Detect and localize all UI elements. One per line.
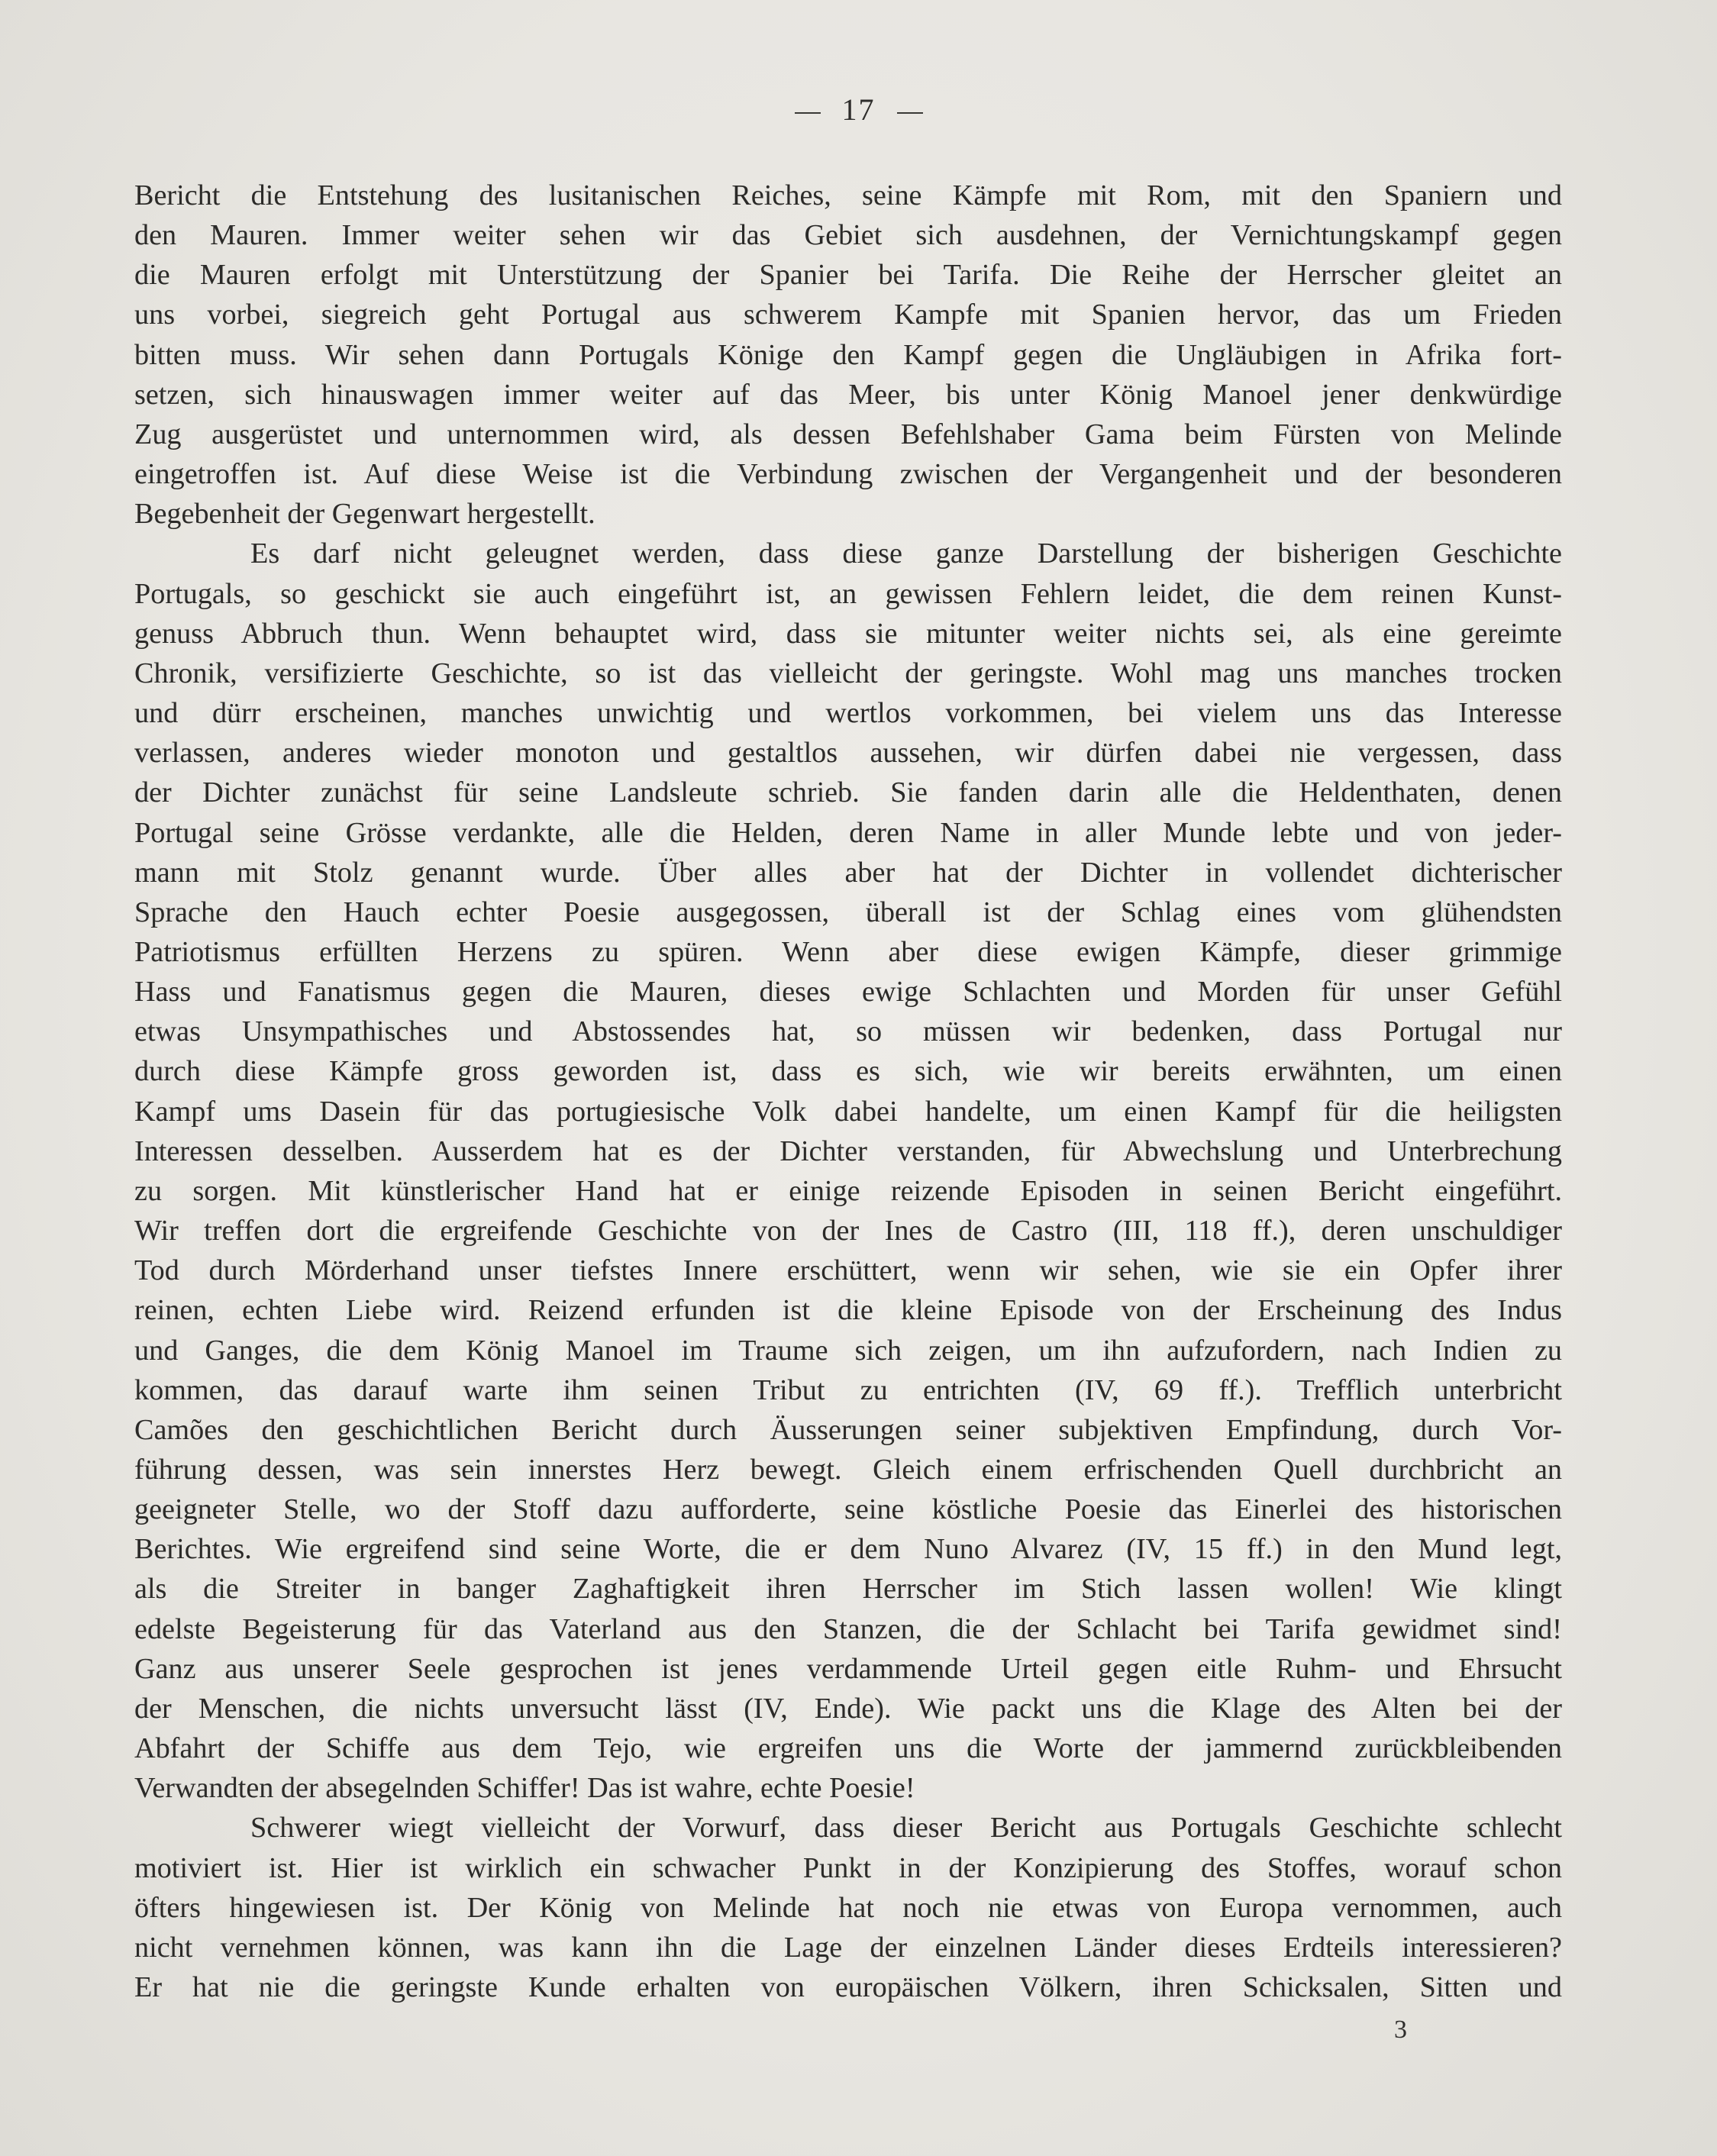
text-line: öfters hingewiesen ist. Der König von Melinde hat noch nie etwas von Europa vernommen, auch xyxy=(134,1891,1562,1924)
text-line: geeigneter Stelle, wo der Stoff dazu aufforderte, seine köstliche Poesie das Einerlei des historischen xyxy=(134,1493,1562,1526)
signature-mark: 3 xyxy=(1394,2016,1407,2044)
text-line: durch diese Kämpfe gross geworden ist, dass es sich, wie wir bereits erwähnten, um einen xyxy=(134,1055,1562,1088)
text-line: führung dessen, was sein innerstes Herz bewegt. Gleich einem erfrischenden Quell durchbricht an xyxy=(134,1454,1562,1486)
text-line: etwas Unsympathisches und Abstossendes hat, so müssen wir bedenken, dass Portugal nur xyxy=(134,1015,1562,1048)
text-line: Patriotismus erfüllten Herzens zu spüren. Wenn aber diese ewigen Kämpfe, dieser grimmige xyxy=(134,935,1562,968)
text-line: Hass und Fanatismus gegen die Mauren, dieses ewige Schlachten und Morden für unser Gefühl xyxy=(134,976,1562,1009)
text-line: Abfahrt der Schiffe aus dem Tejo, wie ergreifen uns die Worte der jammernd zurückbleibenden xyxy=(134,1732,1562,1765)
text-line: Ganz aus unserer Seele gesprochen ist jenes verdammende Urteil gegen eitle Ruhm- und Ehrsucht xyxy=(134,1652,1562,1685)
text-line: genuss Abbruch thun. Wenn behauptet wird, dass sie mitunter weiter nichts sei, als eine gereimte xyxy=(134,617,1562,650)
text-line: der Menschen, die nichts unversucht lässt (IV, Ende). Wie packt uns die Klage des Alten bei der xyxy=(134,1692,1562,1725)
paragraph-2 xyxy=(134,534,1562,1808)
text-line: bitten muss. Wir sehen dann Portugals Könige den Kampf gegen die Ungläubigen in Afrika fort- xyxy=(134,338,1562,371)
text-line: Bericht die Entstehung des lusitanischen Reiches, seine Kämpfe mit Rom, mit den Spaniern und xyxy=(134,179,1562,211)
body-text xyxy=(134,176,1562,2007)
text-line: Zug ausgerüstet und unternommen wird, als dessen Befehlshaber Gama beim Fürsten von Melinde xyxy=(134,418,1562,450)
text-line: eingetroffen ist. Auf diese Weise ist die Verbindung zwischen der Vergangenheit und der besonderen xyxy=(134,458,1562,491)
text-line: kommen, das darauf warte ihm seinen Tribut zu entrichten (IV, 69 ff.). Trefflich unterbricht xyxy=(134,1373,1562,1406)
text-line: reinen, echten Liebe wird. Reizend erfunden ist die kleine Episode von der Erscheinung des Indus xyxy=(134,1294,1562,1327)
text-line: Tod durch Mörderhand unser tiefstes Innere erschüttert, wenn wir sehen, wie sie ein Opfer ihrer xyxy=(134,1254,1562,1287)
text-line: uns vorbei, siegreich geht Portugal aus schwerem Kampfe mit Spanien hervor, das um Frieden xyxy=(134,299,1562,331)
text-line: als die Streiter in banger Zaghaftigkeit ihren Herrscher im Stich lassen wollen! Wie klingt xyxy=(134,1573,1562,1606)
text-line: Kampf ums Dasein für das portugiesische Volk dabei handelte, um einen Kampf für die heiligsten xyxy=(134,1095,1562,1128)
text-line: Camões den geschichtlichen Bericht durch Äusserungen seiner subjektiven Empfindung, durch Vor- xyxy=(134,1413,1562,1446)
text-line: Verwandten der absegelnden Schiffer! Das ist wahre, echte Poesie! xyxy=(134,1772,915,1805)
text-line: Wir treffen dort die ergreifende Geschichte von der Ines de Castro (III, 118 ff.), deren unschuldiger xyxy=(134,1215,1562,1247)
text-line: zu sorgen. Mit künstlerischer Hand hat er einige reizende Episoden in seinen Bericht eingeführt. xyxy=(134,1174,1562,1207)
text-line: nicht vernehmen können, was kann ihn die Lage der einzelnen Länder dieses Erdteils interessieren? xyxy=(134,1931,1562,1964)
text-line: Sprache den Hauch echter Poesie ausgegossen, überall ist der Schlag eines vom glühendsten xyxy=(134,896,1562,928)
text-line: die Mauren erfolgt mit Unterstützung der Spanier bei Tarifa. Die Reihe der Herrscher gleitet an xyxy=(134,259,1562,292)
text-line: setzen, sich hinauswagen immer weiter auf das Meer, bis unter König Manoel jener denkwürdige xyxy=(134,378,1562,411)
text-line: Er hat nie die geringste Kunde erhalten von europäischen Völkern, ihren Schicksalen, Sitten und xyxy=(134,1971,1562,2004)
text-line: verlassen, anderes wieder monoton und gestaltlos aussehen, wir dürfen dabei nie vergessen, dass xyxy=(134,737,1562,770)
text-line: Berichtes. Wie ergreifend sind seine Worte, die er dem Nuno Alvarez (IV, 15 ff.) in den Mund legt, xyxy=(134,1533,1562,1566)
text-line: edelste Begeisterung für das Vaterland aus den Stanzen, die der Schlacht bei Tarifa gewidmet sind! xyxy=(134,1612,1562,1645)
text-line: Schwerer wiegt vielleicht der Vorwurf, dass dieser Bericht aus Portugals Geschichte schlecht xyxy=(250,1812,1562,1845)
text-line: Interessen desselben. Ausserdem hat es der Dichter verstanden, für Abwechslung und Unterbrechung xyxy=(134,1134,1562,1167)
text-line: Chronik, versifizierte Geschichte, so ist das vielleicht der geringste. Wohl mag uns manches trocken xyxy=(134,657,1562,689)
text-line: und dürr erscheinen, manches unwichtig und wertlos vorkommen, bei vielem uns das Interesse xyxy=(134,697,1562,730)
text-line: Es darf nicht geleugnet werden, dass diese ganze Darstellung der bisherigen Geschichte xyxy=(250,537,1562,570)
text-line: Portugals, so geschickt sie auch eingeführt ist, an gewissen Fehlern leidet, die dem reinen Kunst- xyxy=(134,577,1562,610)
paragraph-1 xyxy=(134,176,1562,534)
paragraph-3 xyxy=(134,1808,1562,2007)
page-header xyxy=(0,92,1717,127)
text-line: und Ganges, die dem König Manoel im Traume sich zeigen, um ihn aufzufordern, nach Indien zu xyxy=(134,1334,1562,1367)
text-line: mann mit Stolz genannt wurde. Über alles aber hat der Dichter in vollendet dichterischer xyxy=(134,856,1562,889)
text-line: motiviert ist. Hier ist wirklich ein schwacher Punkt in der Konzipierung des Stoffes, worauf schon xyxy=(134,1851,1562,1884)
text-line: Portugal seine Grösse verdankte, alle die Helden, deren Name in aller Munde lebte und von jeder- xyxy=(134,816,1562,849)
header-dash-right xyxy=(897,112,923,114)
text-line: der Dichter zunächst für seine Landsleute schrieb. Sie fanden darin alle die Heldenthaten, denen xyxy=(134,776,1562,809)
page-number: 17 xyxy=(841,92,876,127)
header-dash-left xyxy=(795,112,821,114)
text-line: Begebenheit der Gegenwart hergestellt. xyxy=(134,498,595,531)
text-line: den Mauren. Immer weiter sehen wir das Gebiet sich ausdehnen, der Vernichtungskampf gegen xyxy=(134,219,1562,252)
